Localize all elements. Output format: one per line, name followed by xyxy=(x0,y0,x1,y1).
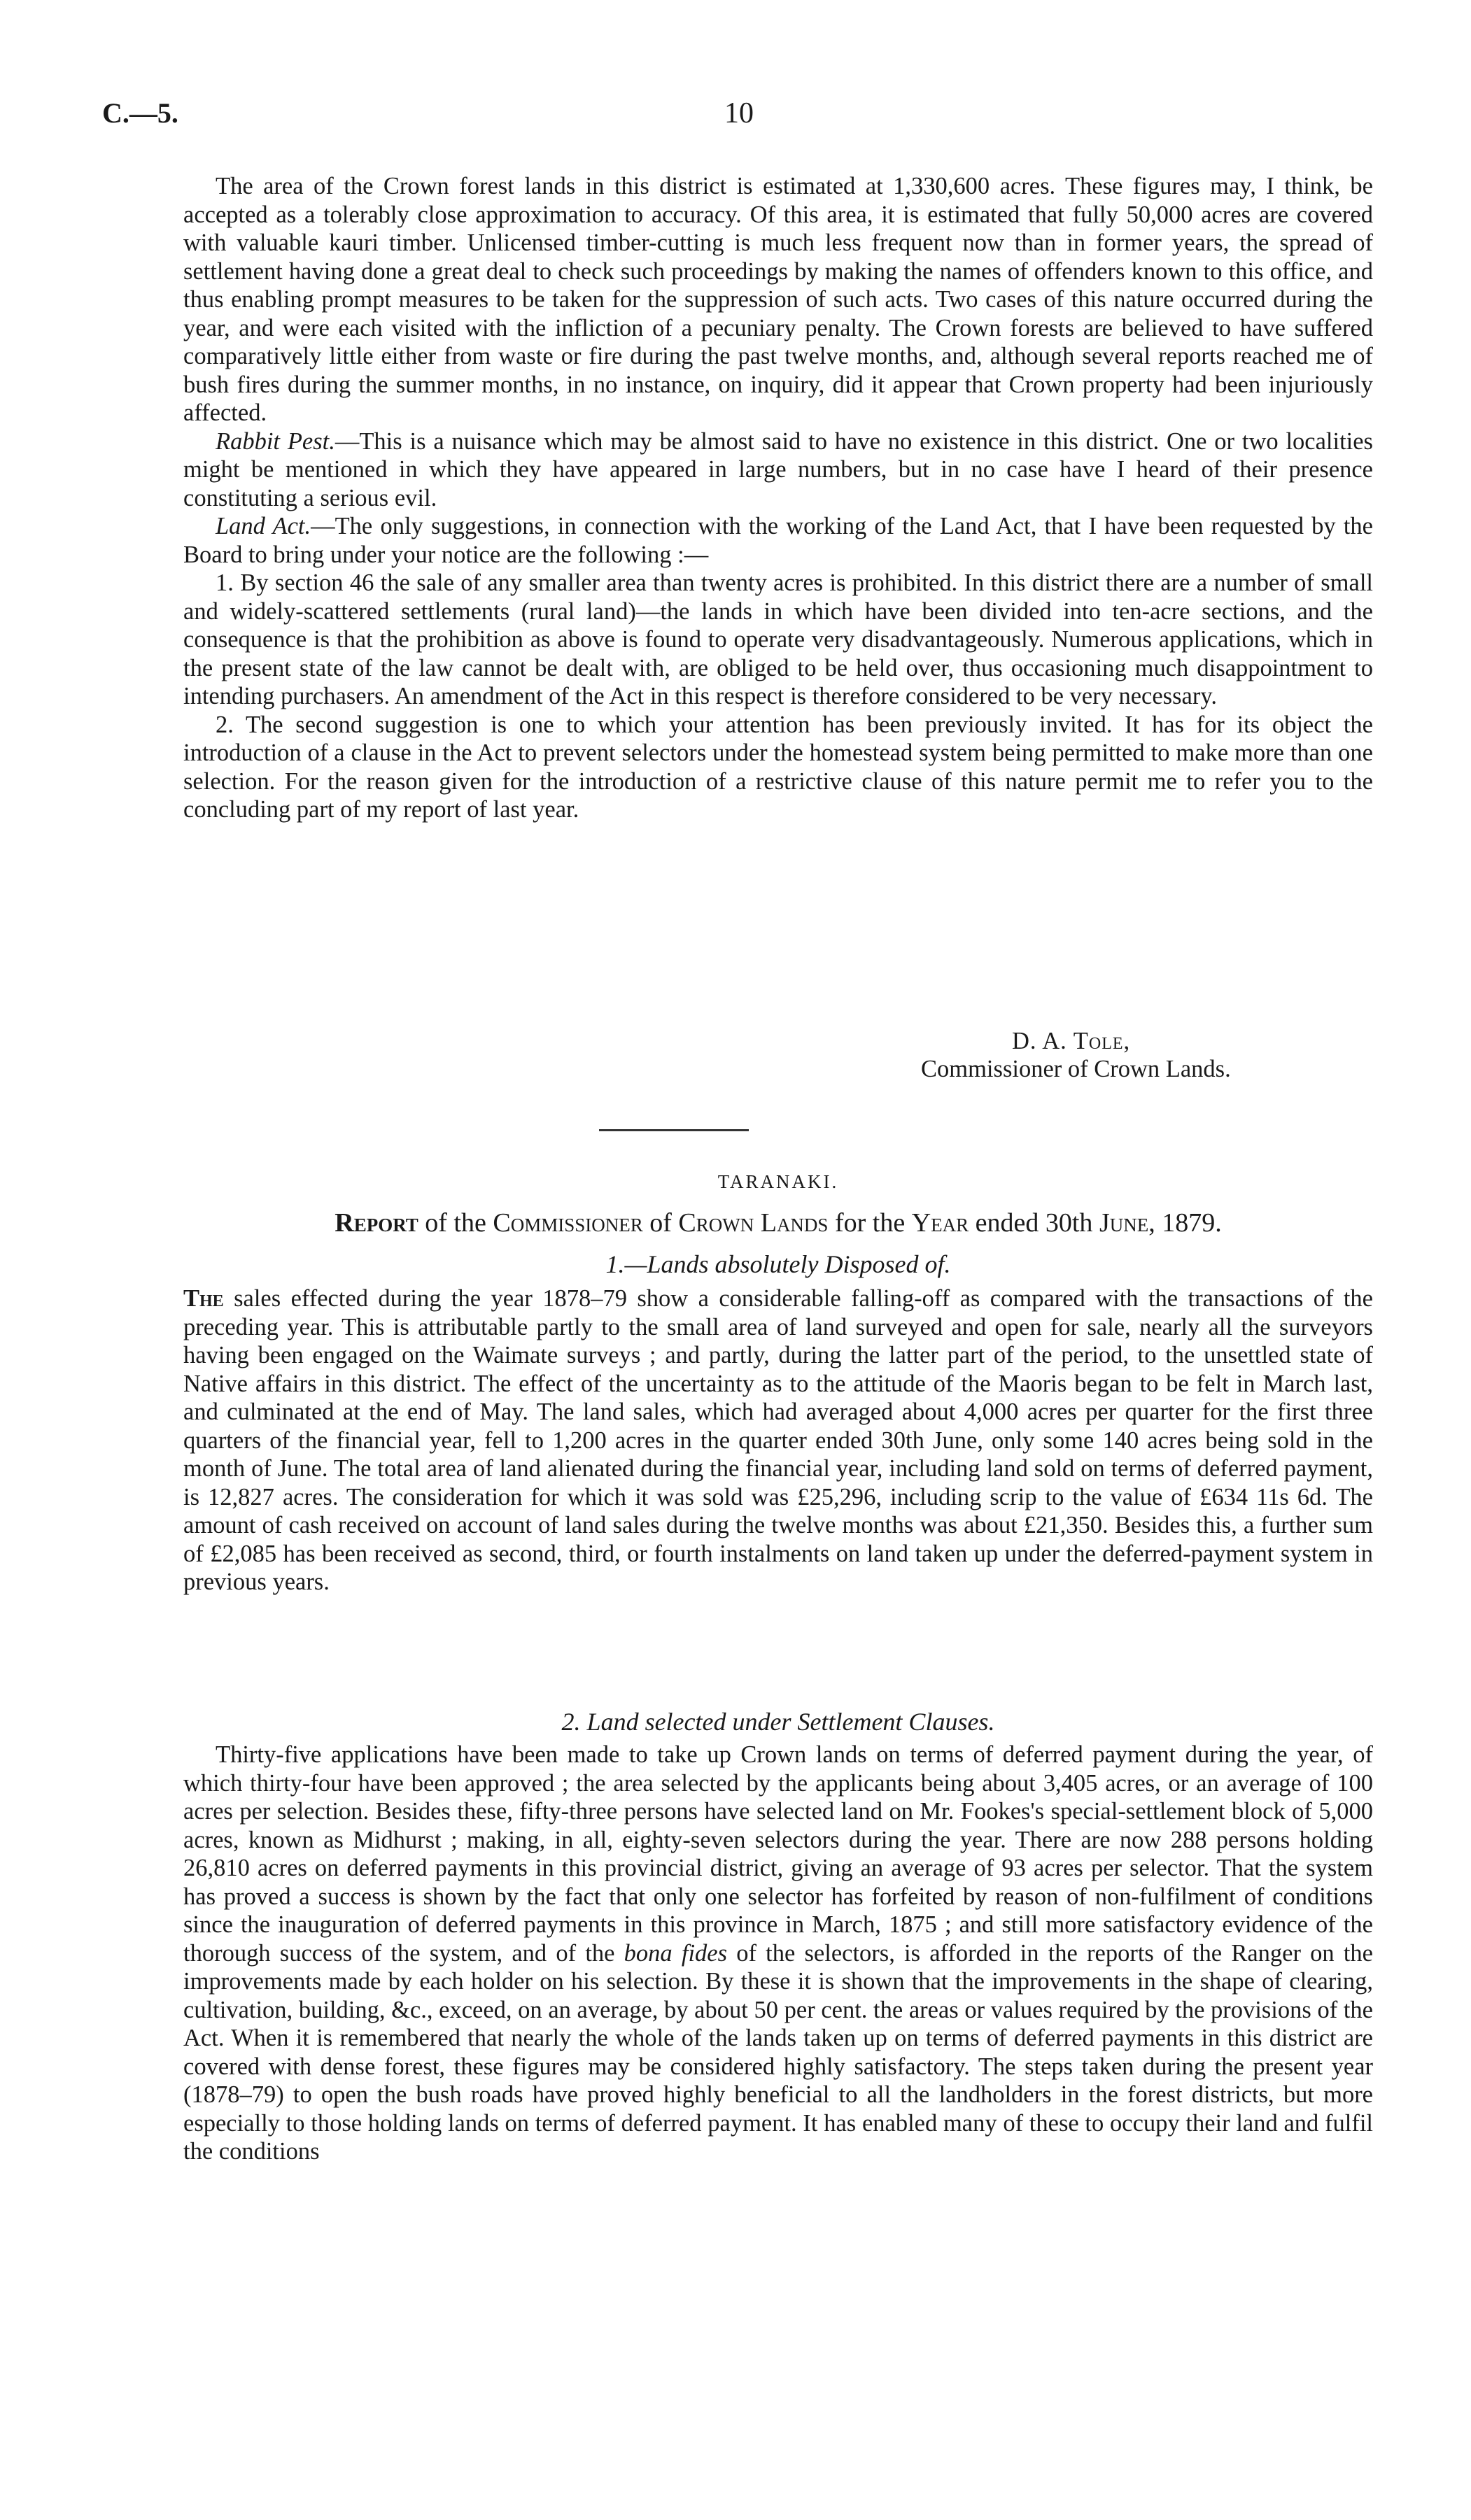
report-title-word: ended 30th xyxy=(969,1208,1099,1238)
suggestion-item-1: 1. By section 46 the sale of any smaller area than twenty acres is prohibited. In this district there are a number of small and widely-scattered settlements (rural land)—the lands in which have been divided into ten-acre sections, and the consequence is that the prohibition as above is found to operate very disadvantageously. Numerous applications, which in the present state of the law cannot be dealt with, are obliged to be held over, thus occasioning much disappointment to intending purchasers. An amendment of the Act in this respect is therefore considered to be very necessary. xyxy=(183,569,1373,709)
report-title-word: Report xyxy=(335,1208,418,1238)
report-title-word: of the xyxy=(418,1208,493,1238)
report-title-word: Commissioner xyxy=(493,1208,643,1238)
page-number: 10 xyxy=(724,97,754,129)
land-act-heading: Land Act. xyxy=(216,513,311,539)
report-title-word: , 1879. xyxy=(1148,1208,1222,1238)
report-title-word: for the xyxy=(828,1208,912,1238)
rabbit-pest-paragraph xyxy=(183,427,1373,513)
settlement-text-a: Thirty-five applications have been made to take up Crown lands on terms of deferred payment during the year, of which thirty-four have been approved ; the area selected by the applicants being about 3,405 acres, or an average of 100 acres per selection. Besides these, fifty-three persons have selected land on Mr. Fookes's special-settlement block of 5,000 acres, known as Midhurst ; making, in all, eighty-seven selectors during the year. There are now 288 persons holding 26,810 acres on deferred payments in this provincial district, giving an average of 93 acres per selector. That the system has proved a success is shown by the fact that only one selector has forfeited by reason of non-fulfilment of conditions since the inauguration of deferred payments in this province in March, 1875 ; and still more satisfactory evidence of the thorough success of the system, and of the xyxy=(183,1741,1373,1967)
signatory-title: Commissioner of Crown Lands. xyxy=(921,1056,1231,1082)
lands-disposed-section xyxy=(183,1284,1373,1597)
report-title xyxy=(183,1208,1373,1238)
forest-paragraph: The area of the Crown forest lands in this district is estimated at 1,330,600 acres. These figures may, I think, be accepted as a tolerably close approximation to accuracy. Of this area, it is estimated that fully 50,000 acres are covered with valuable kauri timber. Unlicensed timber-cutting is much less frequent now than in former years, the spread of settlement having done a great deal to check such proceedings by making the names of offenders known to this office, and thus enabling prompt measures to be taken for the suppression of such acts. Two cases of this nature occurred during the year, and were each visited with the infliction of a pecuniary penalty. The Crown forests are believed to have suffered comparatively little either from waste or fire during the past twelve months, and, although several reports reached me of bush fires during the summer months, in no instance, on inquiry, did it appear that Crown property had been injuriously affected. xyxy=(183,173,1373,426)
land-act-text: —The only suggestions, in connection with the working of the Land Act, that I have been requested by the Board to bring under your notice are the following :— xyxy=(183,513,1373,568)
rabbit-pest-heading: Rabbit Pest. xyxy=(216,427,335,455)
signature-block xyxy=(921,1027,1231,1083)
rabbit-pest-text: —This is a nuisance which may be almost said to have no existence in this district. One or two localities might be mentioned in which they have appeared in large numbers, but in no case have I heard of their presence constituting a serious evil. xyxy=(183,427,1373,511)
signatory-name: D. A. Tole, xyxy=(1012,1028,1131,1054)
settlement-paragraph xyxy=(183,1741,1373,2166)
report-title-word: June xyxy=(1099,1208,1149,1238)
lands-disposed-paragraph xyxy=(183,1284,1373,1597)
bona-fides-term: bona fides xyxy=(624,1939,728,1967)
document-reference: C.—5. xyxy=(102,97,178,129)
lead-word: The xyxy=(183,1285,224,1312)
lands-disposed-text: sales effected during the year 1878–79 show a considerable falling-off as compared with the transactions of the preceding year. This is attributable partly to the small area of land surveyed and open for sale, nearly all the surveyors having been engaged on the Waimate surveys ; and partly, during the latter part of the period, to the unsettled state of Native affairs in this district. The effect of the uncertainty as to the attitude of the Maoris began to be felt in March last, and culminated at the end of May. The land sales, which had averaged about 4,000 acres per quarter for the first three quarters of the financial year, fell to 1,200 acres in the quarter ended 30th June, only some 140 acres being sold in the month of June. The total area of land alienated during the financial year, including land sold on terms of deferred payment, is 12,827 acres. The consideration for which it was sold was £25,296, including scrip to the value of £634 11s 6d. The amount of cash received on account of land sales during the twelve months was about £21,350. Besides this, a further sum of £2,085 has been received as second, third, or fourth instalments on land taken up under the deferred-payment system in previous years. xyxy=(183,1285,1373,1595)
report-title-word: Crown Lands xyxy=(678,1208,829,1238)
report-title-word: Year xyxy=(911,1208,969,1238)
forest-section xyxy=(183,172,1373,824)
settlement-text-b: of the selectors, is afforded in the reports of the Ranger on the improvements made by each holder on his selection. By these it is shown that the improvements in the shape of clearing, cultivation, building, &c., exceed, on an average, by about 50 per cent. the areas or values required by the provisions of the Act. When it is remembered that nearly the whole of the lands taken up on terms of deferred payments in this district are covered with dense forest, these figures may be considered highly satisfactory. The steps taken during the present year (1878–79) to open the bush roads have proved highly beneficial to all the landholders in the forest districts, but more especially to those holding lands on terms of deferred payment. It has enabled many of these to occupy their land and fulfil the conditions xyxy=(183,1939,1373,2165)
subheading-settlement-clauses: 2. Land selected under Settlement Clauses. xyxy=(561,1708,995,1736)
page-header xyxy=(102,97,1376,139)
district-heading: TARANAKI. xyxy=(717,1171,839,1192)
settlement-section xyxy=(183,1741,1373,2166)
land-act-paragraph xyxy=(183,512,1373,569)
report-title-word: of xyxy=(642,1208,679,1238)
section-divider xyxy=(599,1129,749,1131)
suggestion-item-2: 2. The second suggestion is one to which your attention has been previously invited. It has for its object the introduction of a clause in the Act to prevent selectors under the homestead system being permitted to make more than one selection. For the reason given for the introduction of a restrictive clause of this nature permit me to refer you to the concluding part of my report of last year. xyxy=(183,711,1373,823)
subheading-lands-disposed: 1.—Lands absolutely Disposed of. xyxy=(605,1250,951,1278)
